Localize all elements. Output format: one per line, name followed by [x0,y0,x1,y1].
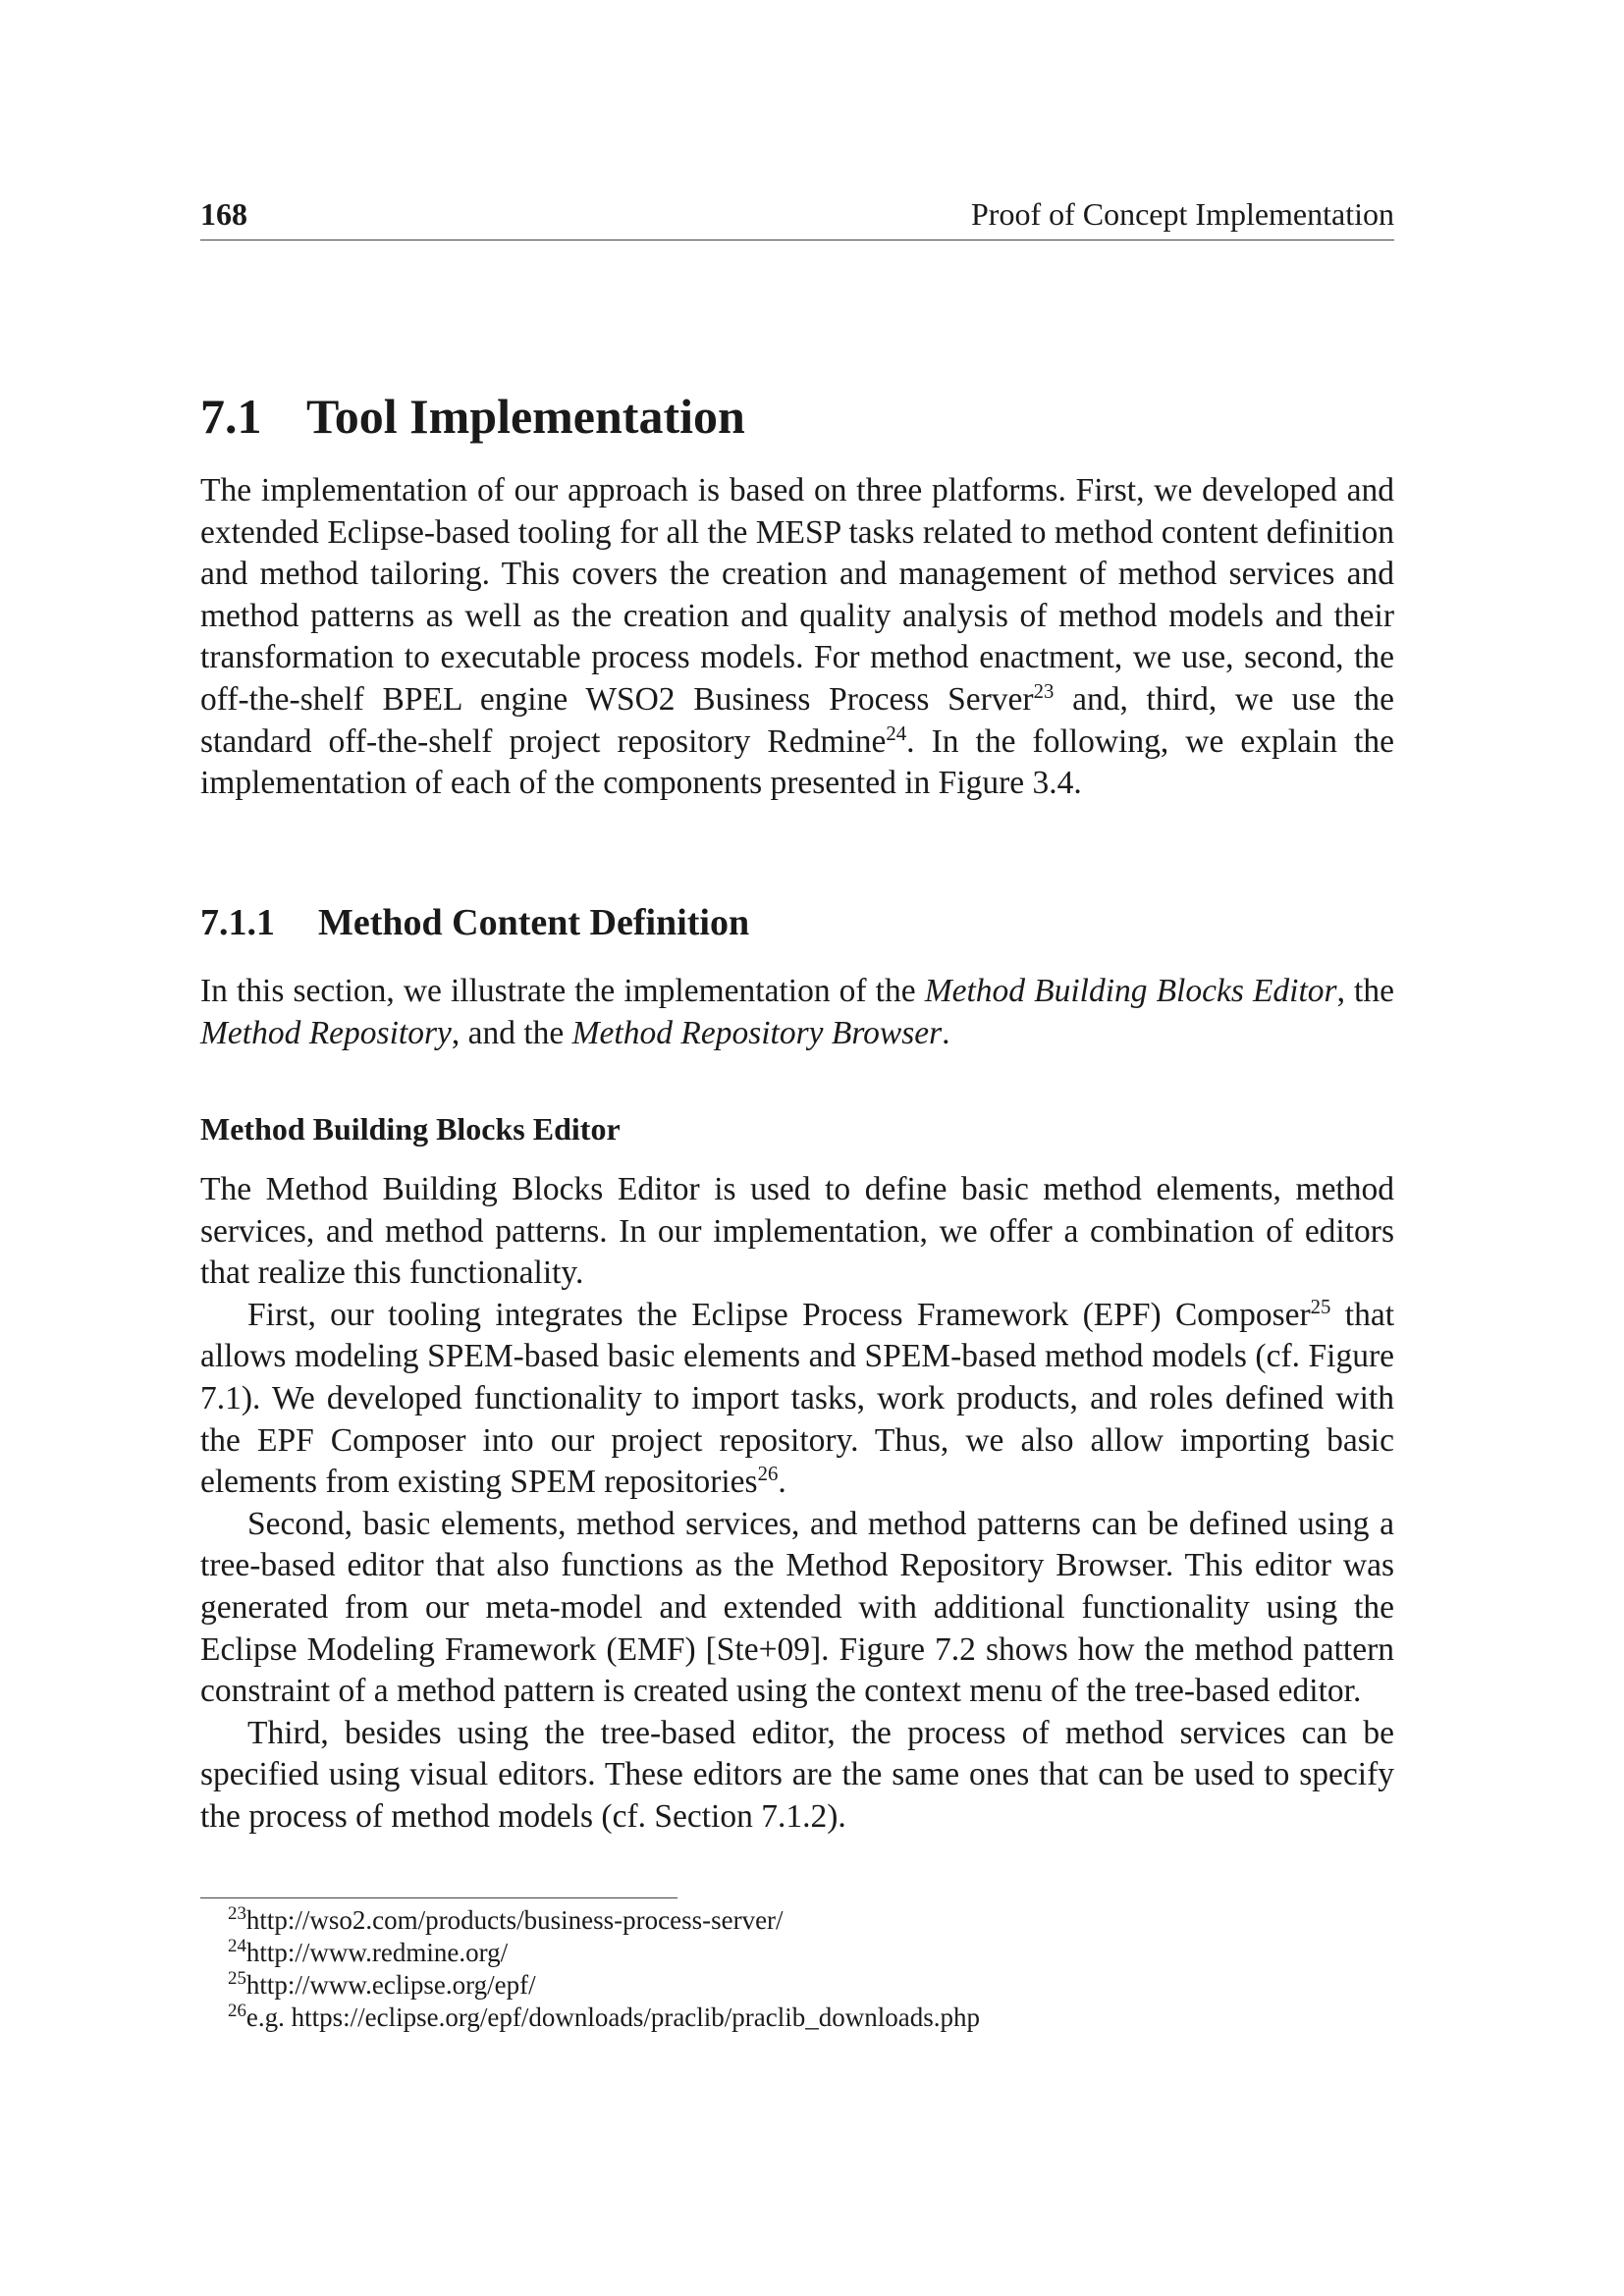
emphasis-method-repository: Method Repository [200,1014,452,1051]
subsection-heading [200,901,749,944]
section-heading [200,388,745,445]
subsection-intro [200,971,1394,1054]
page-number: 168 [200,196,247,232]
subsection-intro-text-3: , and the [451,1014,572,1051]
footnote-ref-25[interactable]: 25 [1310,1295,1331,1318]
body-paragraph-2-text-1: First, our tooling integrates the Eclipse Process Framework (EPF) Composer [247,1296,1311,1333]
footnote-mark: 26 [228,2001,246,2021]
emphasis-method-repository-browser: Method Repository Browser [571,1014,943,1051]
footnote-mark: 23 [228,1903,246,1924]
subsection-intro-text-2: , the [1336,973,1394,1009]
footnote-link[interactable]: e.g. https://eclipse.org/epf/downloads/praclib/praclib_downloads.php [245,2002,980,2032]
intro-text-3: . In the following, we explain the implementation of each of the components presented in Figure 3.4. [200,722,1394,802]
body-paragraph-2 [200,1295,1394,1504]
running-head [200,196,1394,240]
paragraph-heading: Method Building Blocks Editor [200,1111,621,1147]
footnote-mark: 25 [228,1968,246,1989]
section-title: Tool Implementation [306,389,745,444]
intro-text-2: and, third, we use the standard off-the-shelf project repository Redmine [200,680,1394,760]
footnote-23 [228,1904,980,1937]
body-paragraph-2-text-3: . [778,1464,786,1501]
footnote-ref-23[interactable]: 23 [1033,679,1055,703]
footnote-link[interactable]: http://www.eclipse.org/epf/ [245,1970,536,2000]
footnote-mark: 24 [228,1936,246,1956]
body-paragraph-3: Second, basic elements, method services, and method patterns can be defined using a tree-based editor that also functions as the Method Repository Browser. This editor was generated from our meta-model and extended with additional functionality using the Eclipse Modeling Framework (EMF) [Ste+09]. Figure 7.2 shows how the method pattern constraint of a method pattern is created using the context menu of the tree-based editor. [200,1505,1394,1710]
footnote-ref-26[interactable]: 26 [757,1463,779,1485]
footnotes [228,1904,980,2034]
subsection-number: 7.1.1 [200,902,275,943]
footnote-link[interactable]: http://www.redmine.org/ [245,1938,509,1967]
footnote-25 [228,1969,980,2002]
footnote-24 [228,1937,980,1969]
subsection-intro-text-1: In this section, we illustrate the implementation of the [200,973,925,1009]
footnote-rule [200,1897,677,1898]
intro-text-1: The implementation of our approach is based on three platforms. First, we developed and extended Eclipse-based tooling for all the MESP tasks related to method content definition and method tailoring. This covers the creation and management of method services and method patterns as well as the creation and quality analysis of method models and their transformation to executable process models. For method enactment, we use, second, the off-the-shelf BPEL engine WSO2 Business Process Server [200,472,1394,718]
footnote-ref-24[interactable]: 24 [886,721,907,745]
section-number: 7.1 [200,389,262,444]
intro-paragraph [200,470,1394,805]
chapter-title: Proof of Concept Implementation [970,196,1394,232]
body-text [200,1169,1394,1839]
footnote-26 [228,2002,980,2034]
footnote-link[interactable]: http://wso2.com/products/business-process-server/ [245,1905,784,1935]
emphasis-method-building-blocks-editor: Method Building Blocks Editor [924,973,1337,1009]
subsection-title: Method Content Definition [318,902,750,943]
subsection-intro-text-4: . [942,1014,950,1051]
body-paragraph-1: The Method Building Blocks Editor is used to define basic method elements, method services, and method patterns. In our implementation, we offer a combination of editors that realize this functionality. [200,1171,1394,1292]
body-paragraph-4: Third, besides using the tree-based editor, the process of method services can be specified using visual editors. These editors are the same ones that can be used to specify the process of method models (cf. Section 7.1.2). [200,1714,1394,1835]
body-paragraph-2-text-2: that allows modeling SPEM-based basic elements and SPEM-based method models (cf. Figure 7.1). We developed functionality to import tasks, work products, and roles defined with the EPF Composer into our project repository. Thus, we also allow importing basic elements from existing SPEM repositories [200,1296,1395,1501]
